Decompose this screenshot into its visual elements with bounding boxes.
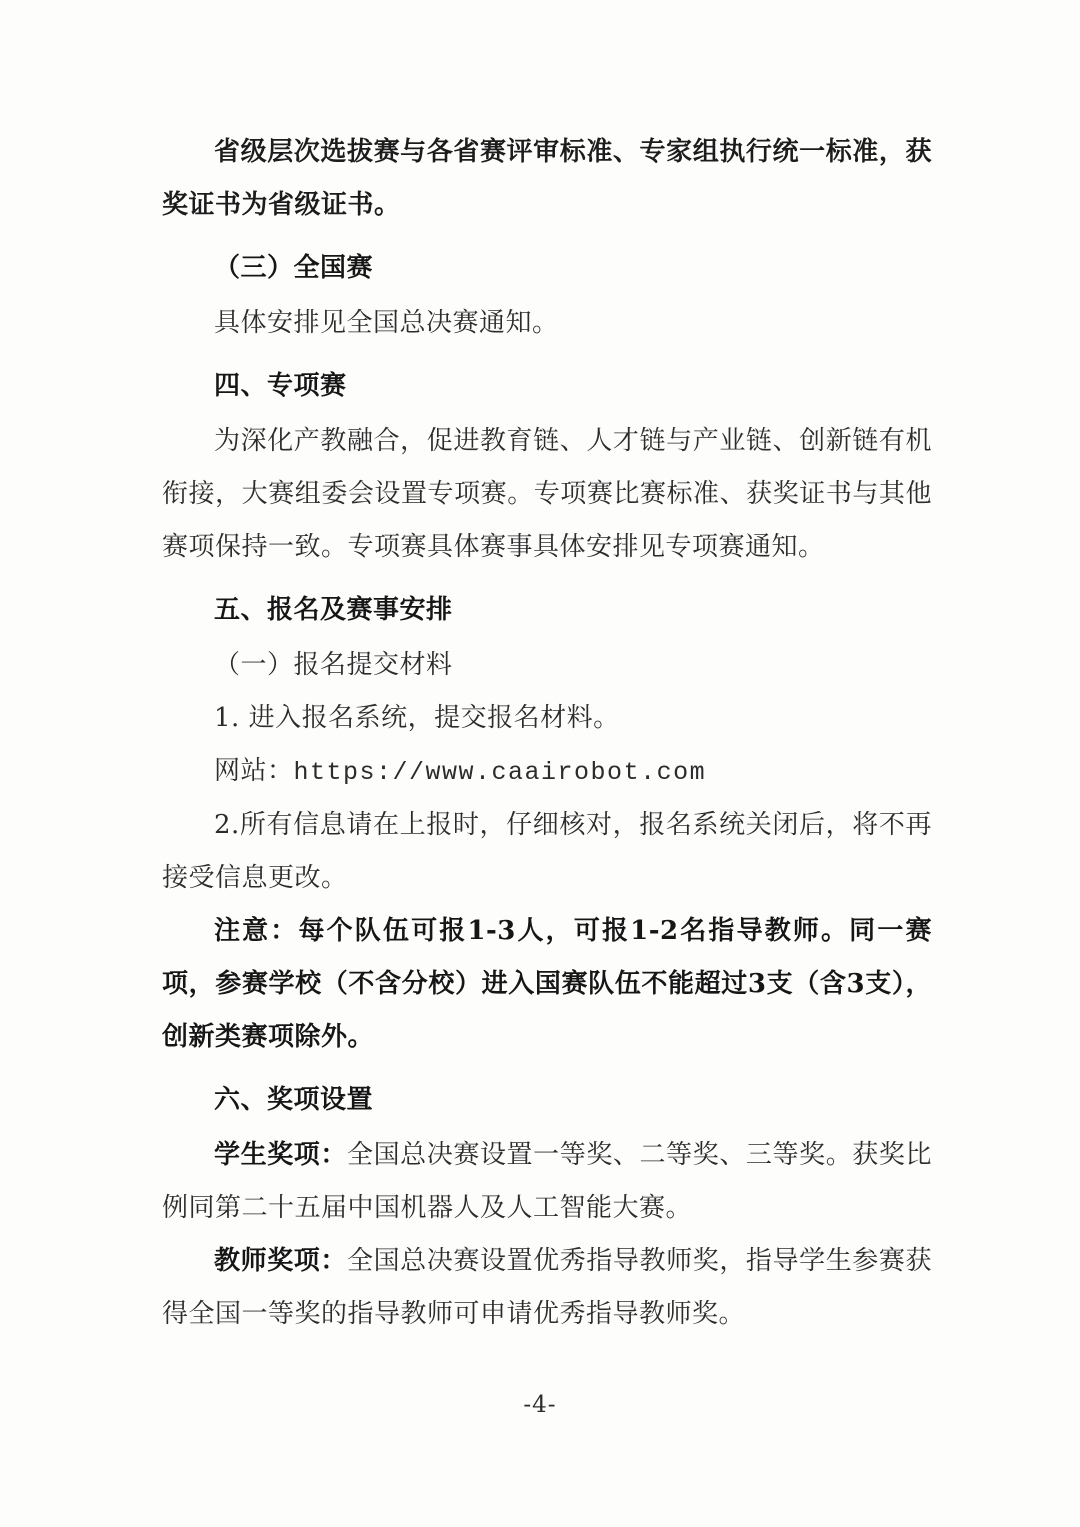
paragraph-provincial-certificate: 省级层次选拔赛与各省赛评审标准、专家组执行统一标准，获奖证书为省级证书。 bbox=[162, 137, 932, 220]
paragraph-website bbox=[162, 745, 932, 799]
paragraph-teacher-awards bbox=[162, 1235, 932, 1341]
page-number: -4- bbox=[523, 1392, 557, 1418]
teacher-awards-label: 教师奖项： bbox=[214, 1246, 347, 1276]
website-label: 网站： bbox=[214, 756, 294, 786]
paragraph-team-size-notice: 注意：每个队伍可报1-3人，可报1-2名指导教师。同一赛项，参赛学校（不含分校）进入国赛队伍不能超过3支（含3支），创新类赛项除外。 bbox=[162, 916, 932, 1052]
heading-section-4-special-competition: 四、专项赛 bbox=[214, 371, 347, 401]
teacher-awards-text: 全国总决赛设置优秀指导教师奖，指导学生参赛获得全国一等奖的指导教师可申请优秀指导教师奖。 bbox=[162, 1246, 932, 1329]
student-awards-text: 全国总决赛设置一等奖、二等奖、三等奖。获奖比例同第二十五届中国机器人及人工智能大赛。 bbox=[162, 1140, 932, 1223]
website-url: https://www.caairobot.com bbox=[293, 758, 707, 787]
paragraph-student-awards bbox=[162, 1129, 932, 1235]
paragraph-registration-step-1: 1. 进入报名系统，提交报名材料。 bbox=[214, 703, 620, 733]
heading-section-5-registration: 五、报名及赛事安排 bbox=[214, 595, 453, 625]
document-body bbox=[162, 126, 932, 1341]
heading-national-competition: （三）全国赛 bbox=[214, 253, 374, 283]
paragraph-registration-materials-subheading: （一）报名提交材料 bbox=[214, 650, 453, 680]
paragraph-national-final-notice: 具体安排见全国总决赛通知。 bbox=[214, 308, 559, 338]
student-awards-label: 学生奖项： bbox=[214, 1140, 347, 1170]
paragraph-special-competition-description: 为深化产教融合，促进教育链、人才链与产业链、创新链有机衔接，大赛组委会设置专项赛。专项赛比赛标准、获奖证书与其他赛项保持一致。专项赛具体赛事具体安排见专项赛通知。 bbox=[162, 426, 932, 562]
paragraph-registration-step-2: 2.所有信息请在上报时，仔细核对，报名系统关闭后，将不再接受信息更改。 bbox=[162, 810, 932, 893]
heading-section-6-awards: 六、奖项设置 bbox=[214, 1085, 374, 1115]
